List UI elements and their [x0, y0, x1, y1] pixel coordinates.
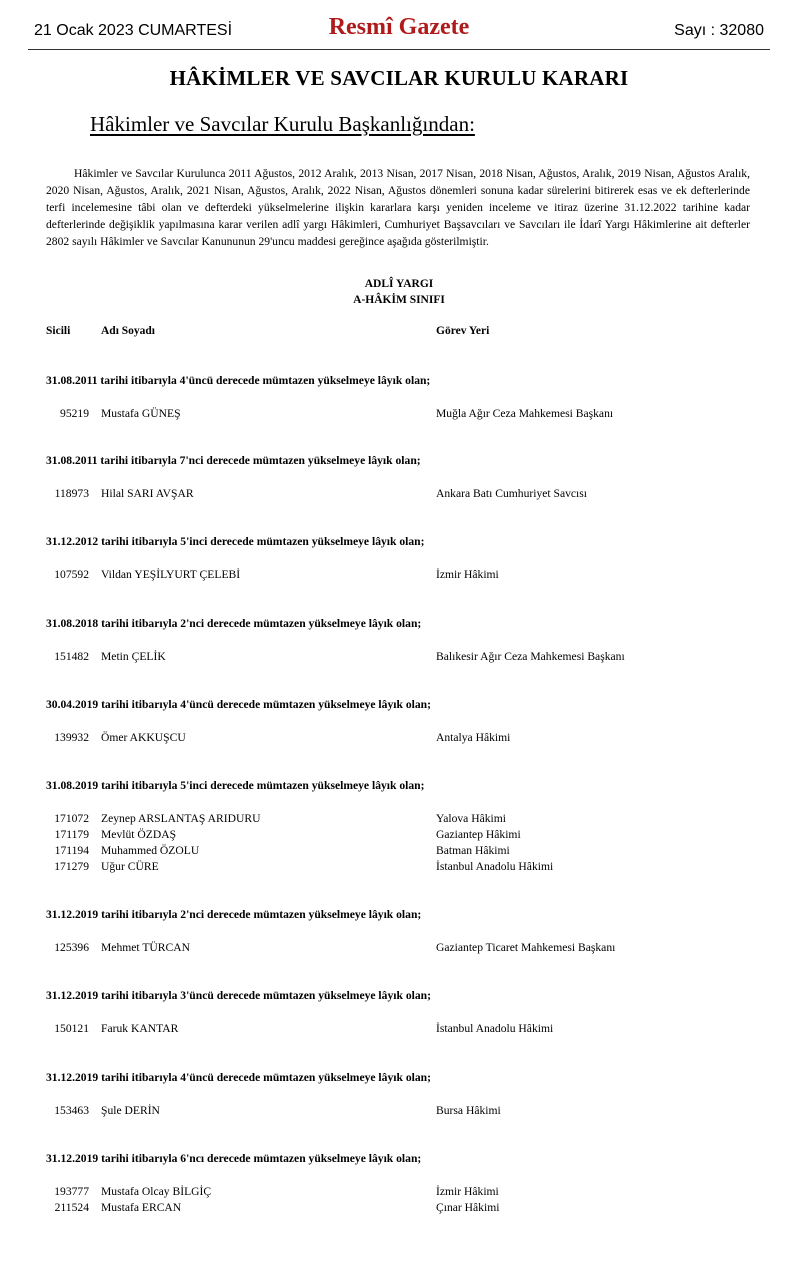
- promotion-group: [46, 373, 766, 422]
- group-rows: [46, 1103, 766, 1119]
- sicil-number: 171179: [54, 828, 89, 841]
- group-title: 31.08.2011 tarihi itibarıyla 7'nci derecede mümtazen yükselmeye lâyık olan;: [46, 454, 421, 467]
- group-rows: [46, 406, 766, 422]
- promotion-group: [46, 778, 766, 875]
- sicil-number: 125396: [54, 941, 89, 954]
- duty-station: İstanbul Anadolu Hâkimi: [436, 1022, 554, 1035]
- duty-station: Gaziantep Hâkimi: [436, 828, 521, 841]
- table-row: [46, 1200, 766, 1216]
- promotion-group: [46, 697, 766, 746]
- person-name: Metin ÇELİK: [101, 650, 166, 663]
- column-header-name: Adı Soyadı: [101, 325, 156, 337]
- sicil-number: 139932: [54, 731, 89, 744]
- group-title: 31.08.2019 tarihi itibarıyla 5'inci derecede mümtazen yükselmeye lâyık olan;: [46, 779, 425, 792]
- person-name: Muhammed ÖZOLU: [101, 844, 200, 857]
- person-name: Hilal SARI AVŞAR: [101, 487, 194, 500]
- table-row: [46, 730, 766, 746]
- person-name: Zeynep ARSLANTAŞ ARIDURU: [101, 812, 261, 825]
- table-row: [46, 827, 766, 843]
- issuer-subtitle: Hâkimler ve Savcılar Kurulu Başkanlığından:: [90, 112, 475, 136]
- group-title: 31.08.2011 tarihi itibarıyla 4'üncü derecede mümtazen yükselmeye lâyık olan;: [46, 374, 431, 387]
- group-title: 31.12.2019 tarihi itibarıyla 6'ncı derecede mümtazen yükselmeye lâyık olan;: [46, 1152, 422, 1165]
- group-rows: [46, 486, 766, 502]
- column-header-sicil: Sicili: [46, 325, 71, 337]
- table-row: [46, 406, 766, 422]
- table-row: [46, 811, 766, 827]
- group-rows: [46, 567, 766, 583]
- person-name: Mevlüt ÖZDAŞ: [101, 828, 177, 841]
- intro-paragraph: Hâkimler ve Savcılar Kurulunca 2011 Ağustos, 2012 Aralık, 2013 Nisan, 2017 Nisan, 2018 Nisan, Ağustos, Aralık, 2019 Nisan, Ağustos Aralık, 2020 Nisan, Ağustos, Aralık, 2021 Nisan, Ağustos, Aralık, 2022 Nisan, Ağustos dönemleri sonuna kadar sürelerini bitirerek esas ve ek defterlerinde terfi incelemesine tâbi olan ve defterdeki yükselmelerine ilişkin kararlara karşı yeniden inceleme ve itiraz üzerine 31.12.2022 tarihine kadar defterlerinde değişiklik yapılmasına karar verilen adlî yargı Hâkimleri, Cumhuriyet Başsavcıları ve Savcıları ile İdarî Yargı Hâkimlerine ait defterler 2802 sayılı Hâkimler ve Savcılar Kanununun 29'uncu maddesi gereğince aşağıda gösterilmiştir.: [46, 167, 750, 248]
- gazette-title: Resmî Gazete: [328, 14, 470, 40]
- duty-station: İzmir Hâkimi: [436, 568, 499, 581]
- group-title: 31.12.2019 tarihi itibarıyla 2'nci derecede mümtazen yükselmeye lâyık olan;: [46, 908, 422, 921]
- sicil-number: 171072: [54, 812, 89, 825]
- duty-station: Gaziantep Ticaret Mahkemesi Başkanı: [436, 941, 616, 954]
- issue-number: Sayı : 32080: [674, 22, 764, 39]
- group-rows: [46, 811, 766, 875]
- subsection-heading: A-HÂKİM SINIFI: [353, 294, 445, 306]
- table-row: [46, 486, 766, 502]
- person-name: Şule DERİN: [101, 1104, 160, 1117]
- sicil-number: 118973: [54, 487, 89, 500]
- table-row: [46, 649, 766, 665]
- table-row: [46, 567, 766, 583]
- section-heading: ADLÎ YARGI: [364, 278, 434, 290]
- promotion-group: [46, 988, 766, 1037]
- sicil-number: 107592: [54, 568, 89, 581]
- column-header-place: Görev Yeri: [436, 325, 490, 337]
- group-title: 31.12.2019 tarihi itibarıyla 4'üncü derecede mümtazen yükselmeye lâyık olan;: [46, 1071, 431, 1084]
- duty-station: Ankara Batı Cumhuriyet Savcısı: [436, 487, 588, 500]
- duty-station: Batman Hâkimi: [436, 844, 510, 857]
- table-row: [46, 843, 766, 859]
- person-name: Vildan YEŞİLYURT ÇELEBİ: [101, 568, 241, 581]
- promotion-group: [46, 1070, 766, 1119]
- sicil-number: 171194: [54, 844, 89, 857]
- header-divider: [28, 49, 770, 50]
- duty-station: Yalova Hâkimi: [436, 812, 506, 825]
- group-rows: [46, 649, 766, 665]
- group-title: 30.04.2019 tarihi itibarıyla 4'üncü derecede mümtazen yükselmeye lâyık olan;: [46, 698, 431, 711]
- promotion-group: [46, 907, 766, 956]
- duty-station: Çınar Hâkimi: [436, 1201, 500, 1214]
- group-title: 31.12.2012 tarihi itibarıyla 5'inci derecede mümtazen yükselmeye lâyık olan;: [46, 535, 425, 548]
- person-name: Uğur CÜRE: [101, 860, 159, 873]
- person-name: Mustafa Olcay BİLGİÇ: [101, 1185, 212, 1198]
- promotion-group: [46, 616, 766, 665]
- duty-station: Muğla Ağır Ceza Mahkemesi Başkanı: [436, 407, 614, 420]
- decision-title: HÂKİMLER VE SAVCILAR KURULU KARARI: [169, 66, 629, 90]
- duty-station: İzmir Hâkimi: [436, 1185, 499, 1198]
- table-row: [46, 940, 766, 956]
- group-rows: [46, 940, 766, 956]
- group-rows: [46, 730, 766, 746]
- duty-station: Bursa Hâkimi: [436, 1104, 501, 1117]
- page-header: [0, 0, 798, 52]
- group-rows: [46, 1184, 766, 1216]
- duty-station: Antalya Hâkimi: [436, 731, 511, 744]
- header-date: 21 Ocak 2023 CUMARTESİ: [34, 22, 233, 39]
- sicil-number: 150121: [54, 1022, 89, 1035]
- table-row: [46, 1184, 766, 1200]
- duty-station: Balıkesir Ağır Ceza Mahkemesi Başkanı: [436, 650, 625, 663]
- sicil-number: 193777: [54, 1185, 89, 1198]
- person-name: Faruk KANTAR: [101, 1022, 179, 1035]
- person-name: Ömer AKKUŞCU: [101, 731, 186, 744]
- table-row: [46, 1103, 766, 1119]
- person-name: Mustafa GÜNEŞ: [101, 407, 181, 420]
- sicil-number: 171279: [54, 860, 89, 873]
- table-row: [46, 1021, 766, 1037]
- promotion-group: [46, 453, 766, 502]
- group-title: 31.08.2018 tarihi itibarıyla 2'nci derecede mümtazen yükselmeye lâyık olan;: [46, 617, 422, 630]
- group-title: 31.12.2019 tarihi itibarıyla 3'üncü derecede mümtazen yükselmeye lâyık olan;: [46, 989, 431, 1002]
- sicil-number: 151482: [54, 650, 89, 663]
- sicil-number: 153463: [54, 1104, 89, 1117]
- sicil-number: 211524: [54, 1201, 89, 1214]
- duty-station: İstanbul Anadolu Hâkimi: [436, 860, 554, 873]
- sicil-number: 95219: [60, 407, 89, 420]
- person-name: Mehmet TÜRCAN: [101, 941, 190, 954]
- person-name: Mustafa ERCAN: [101, 1201, 182, 1214]
- promotion-group: [46, 534, 766, 583]
- table-row: [46, 859, 766, 875]
- group-rows: [46, 1021, 766, 1037]
- promotion-group: [46, 1151, 766, 1216]
